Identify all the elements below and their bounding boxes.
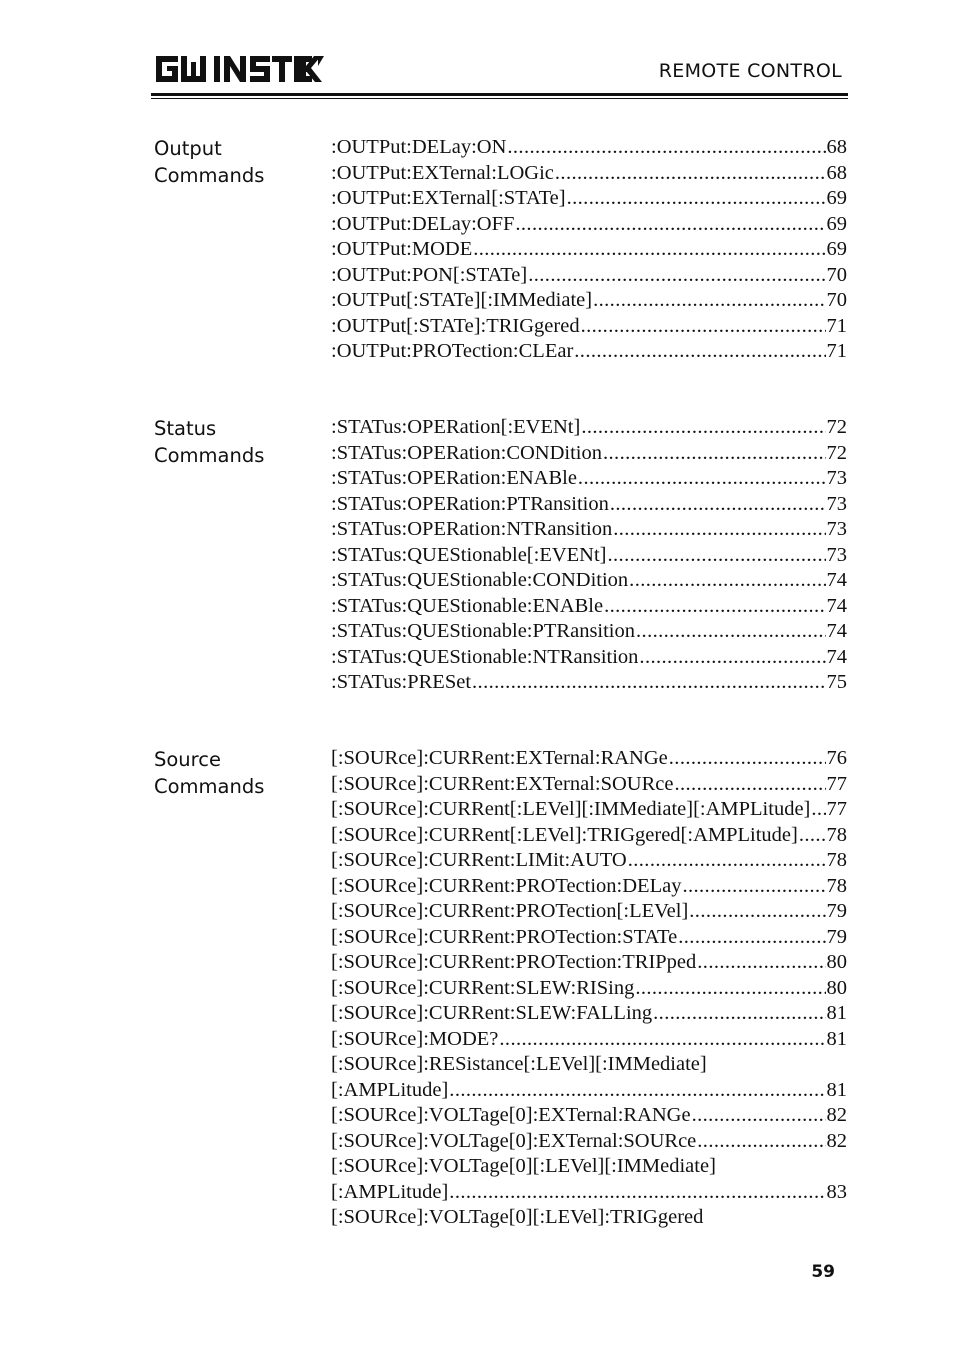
logo-k-glyph xyxy=(300,56,322,82)
toc-entry[interactable] xyxy=(331,772,847,798)
toc-entry-page: 78 xyxy=(826,874,847,897)
toc-dot-leader xyxy=(610,492,826,518)
toc-entry[interactable] xyxy=(331,797,847,823)
toc-entry-page: 76 xyxy=(826,747,847,769)
toc-entry[interactable] xyxy=(331,161,847,187)
toc-entry-command: :OUTPut:PROTection:CLEar xyxy=(331,340,574,362)
toc-dot-leader xyxy=(472,670,825,696)
toc-dot-leader xyxy=(515,212,825,238)
toc-entry-page: 72 xyxy=(826,416,847,438)
toc-entry-command: [:AMPLitude] xyxy=(331,1078,449,1101)
toc-dot-leader xyxy=(697,1129,825,1155)
toc-entry-page: 74 xyxy=(826,569,847,591)
toc-entry-command: :STATus:OPERation:NTRansition xyxy=(331,518,613,540)
toc-entry-page: 70 xyxy=(826,263,847,286)
toc-entry-command: :STATus:QUEStionable:PTRansition xyxy=(331,620,636,642)
toc-entry-command: :STATus:QUEStionable[:EVENt] xyxy=(331,543,607,566)
toc-dot-leader xyxy=(499,1027,825,1053)
toc-entry-page: 81 xyxy=(826,1002,847,1024)
toc-entry-page: 73 xyxy=(826,492,847,515)
toc-dot-leader xyxy=(674,772,825,798)
toc-dot-leader xyxy=(528,263,825,289)
toc-entry-command: :STATus:OPERation:PTRansition xyxy=(331,492,609,515)
toc-dot-leader xyxy=(689,899,825,925)
section-label: Output Commands xyxy=(154,137,265,187)
toc-entry[interactable] xyxy=(331,950,847,976)
toc-dot-leader xyxy=(603,441,826,467)
header-title: REMOTE CONTROL xyxy=(658,60,842,82)
header-rule-thin xyxy=(151,98,848,99)
toc-dot-leader xyxy=(608,543,826,569)
toc-dot-leader xyxy=(449,1180,825,1206)
toc-entry-command: :STATus:OPERation[:EVENt] xyxy=(331,416,581,438)
toc-entry-command: :STATus:PRESet xyxy=(331,671,472,693)
toc-list xyxy=(331,746,847,1231)
toc-entry[interactable] xyxy=(331,1129,847,1155)
toc-entry-page: 81 xyxy=(826,1078,847,1101)
toc-entry-command: :OUTPut:MODE xyxy=(331,238,473,260)
toc-dot-leader xyxy=(581,415,825,441)
toc-entry-command: [:SOURce]:CURRent[:LEVel][:IMMediate][:AMPLitude] xyxy=(331,798,811,820)
toc-entry-page: 69 xyxy=(826,187,847,209)
toc-entry-page: 77 xyxy=(826,798,847,820)
toc-entry[interactable] xyxy=(331,212,847,238)
toc-entry-command: [:SOURce]:VOLTage[0]:EXTernal:RANGe xyxy=(331,1104,691,1126)
toc-list xyxy=(331,415,847,696)
toc-entry-command: [:SOURce]:CURRent:EXTernal:RANGe xyxy=(331,747,668,769)
toc-entry-command: [:SOURce]:CURRent:LIMit:AUTO xyxy=(331,849,627,871)
toc-entry-page: 72 xyxy=(826,441,847,464)
toc-entry-page: 77 xyxy=(826,772,847,795)
toc-entry-page: 78 xyxy=(826,823,847,846)
toc-dot-leader xyxy=(574,339,825,365)
toc-entry[interactable] xyxy=(331,619,847,645)
toc-entry[interactable] xyxy=(331,1180,847,1206)
toc-entry-page: 69 xyxy=(826,212,847,235)
toc-entry-command: [:SOURce]:CURRent[:LEVel]:TRIGgered[:AMPLitude] xyxy=(331,823,798,846)
toc-dot-leader xyxy=(449,1078,825,1104)
toc-entry[interactable] xyxy=(331,848,847,874)
toc-dot-leader xyxy=(593,288,825,314)
toc-entry-page: 74 xyxy=(826,594,847,617)
toc-entry-page: 73 xyxy=(826,467,847,489)
toc-entry[interactable] xyxy=(331,466,847,492)
toc-entry[interactable] xyxy=(331,1103,847,1129)
toc-dot-leader xyxy=(682,874,825,900)
toc-entry-page: 71 xyxy=(826,340,847,362)
toc-entry[interactable] xyxy=(331,288,847,314)
toc-entry-page: 70 xyxy=(826,289,847,311)
toc-dot-leader xyxy=(567,186,826,212)
toc-dot-leader xyxy=(507,135,825,161)
header-rule xyxy=(151,93,848,96)
toc-dot-leader xyxy=(628,848,826,874)
toc-entry-command: [:SOURce]:CURRent:EXTernal:SOURce xyxy=(331,772,674,795)
toc-entry-command: :OUTPut[:STATe][:IMMediate] xyxy=(331,289,593,311)
toc-entry-command: [:SOURce]:CURRent:PROTection[:LEVel] xyxy=(331,900,689,922)
toc-entry[interactable] xyxy=(331,568,847,594)
toc-dot-leader xyxy=(578,466,826,492)
toc-entry-command: :OUTPut:EXTernal:LOGic xyxy=(331,161,554,184)
toc-entry-page: 82 xyxy=(826,1129,847,1152)
toc-entry[interactable] xyxy=(331,899,847,925)
toc-dot-leader xyxy=(692,1103,826,1129)
toc-entry-page: 74 xyxy=(826,645,847,668)
toc-entry-command: [:SOURce]:VOLTage[0][:LEVel][:IMMediate] xyxy=(331,1155,716,1177)
toc-entry-page: 69 xyxy=(826,238,847,260)
toc-entry[interactable] xyxy=(331,1027,847,1053)
section-label: Status Commands xyxy=(154,417,265,467)
toc-list xyxy=(331,135,847,365)
toc-entry-page: 79 xyxy=(826,900,847,922)
toc-dot-leader xyxy=(555,161,826,187)
toc-dot-leader xyxy=(613,517,825,543)
toc-entry-command: [:SOURce]:RESistance[:LEVel][:IMMediate] xyxy=(331,1053,707,1075)
toc-dot-leader xyxy=(653,1001,825,1027)
toc-entry[interactable] xyxy=(331,339,847,365)
toc-entry-command: :STATus:OPERation:ENABle xyxy=(331,467,577,489)
toc-entry-command: [:SOURce]:CURRent:SLEW:RISing xyxy=(331,976,635,999)
toc-dot-leader xyxy=(629,568,825,594)
toc-entry-page: 73 xyxy=(826,518,847,540)
toc-entry-page: 73 xyxy=(826,543,847,566)
toc-entry[interactable] xyxy=(331,314,847,340)
toc-entry-page: 80 xyxy=(826,976,847,999)
toc-dot-leader xyxy=(604,594,825,620)
toc-entry[interactable] xyxy=(331,237,847,263)
toc-dot-leader xyxy=(636,619,825,645)
toc-entry[interactable] xyxy=(331,874,847,900)
toc-entry-command: [:SOURce]:CURRent:PROTection:STATe xyxy=(331,925,678,948)
toc-entry[interactable] xyxy=(331,186,847,212)
toc-entry-page: 68 xyxy=(826,161,847,184)
toc-entry[interactable] xyxy=(331,135,847,161)
toc-entry[interactable] xyxy=(331,1052,847,1078)
toc-entry[interactable] xyxy=(331,823,847,849)
toc-entry-command: [:SOURce]:VOLTage[0][:LEVel]:TRIGgered xyxy=(331,1206,704,1228)
toc-entry-page: 83 xyxy=(826,1180,847,1203)
toc-entry[interactable] xyxy=(331,517,847,543)
toc-entry[interactable] xyxy=(331,441,847,467)
toc-entry-command: [:SOURce]:CURRent:SLEW:FALLing xyxy=(331,1002,653,1024)
toc-entry-command: [:SOURce]:CURRent:PROTection:DELay xyxy=(331,874,682,897)
toc-entry[interactable] xyxy=(331,492,847,518)
toc-entry-page: 81 xyxy=(826,1027,847,1050)
toc-entry-page: 79 xyxy=(826,925,847,948)
toc-entry[interactable] xyxy=(331,746,847,772)
toc-entry[interactable] xyxy=(331,670,847,696)
toc-entry[interactable] xyxy=(331,976,847,1002)
toc-entry-command: [:SOURce]:VOLTage[0]:EXTernal:SOURce xyxy=(331,1129,697,1152)
toc-entry[interactable] xyxy=(331,594,847,620)
toc-entry-page: 68 xyxy=(826,136,847,158)
toc-entry[interactable] xyxy=(331,1205,847,1231)
toc-entry-command: :OUTPut:DELay:OFF xyxy=(331,212,515,235)
toc-dot-leader xyxy=(639,645,825,671)
toc-entry[interactable] xyxy=(331,1001,847,1027)
toc-entry-command: :STATus:OPERation:CONDition xyxy=(331,441,602,464)
toc-entry[interactable] xyxy=(331,645,847,671)
toc-dot-leader xyxy=(473,237,825,263)
toc-entry-command: :OUTPut:DELay:ON xyxy=(331,136,507,158)
toc-dot-leader xyxy=(678,925,825,951)
toc-entry-page: 75 xyxy=(826,671,847,693)
toc-dot-leader xyxy=(799,823,826,849)
toc-entry[interactable] xyxy=(331,543,847,569)
toc-entry[interactable] xyxy=(331,925,847,951)
page-number: 59 xyxy=(811,1262,835,1282)
toc-entry[interactable] xyxy=(331,415,847,441)
toc-entry-page: 82 xyxy=(826,1104,847,1126)
toc-entry-page: 78 xyxy=(826,849,847,871)
toc-entry-command: [:AMPLitude] xyxy=(331,1180,449,1203)
toc-entry[interactable] xyxy=(331,1154,847,1180)
gw-instek-logo xyxy=(154,52,324,86)
toc-entry-page: 80 xyxy=(826,951,847,973)
toc-entry-command: [:SOURce]:MODE? xyxy=(331,1027,499,1050)
toc-entry-page: 74 xyxy=(826,620,847,642)
toc-dot-leader xyxy=(635,976,825,1002)
toc-entry-command: :STATus:QUEStionable:NTRansition xyxy=(331,645,639,668)
toc-entry-command: :OUTPut:PON[:STATe] xyxy=(331,263,528,286)
section-label: Source Commands xyxy=(154,748,265,798)
toc-entry-command: :OUTPut:EXTernal[:STATe] xyxy=(331,187,566,209)
toc-entry-command: [:SOURce]:CURRent:PROTection:TRIPped xyxy=(331,951,697,973)
toc-entry-page: 71 xyxy=(826,314,847,337)
toc-entry[interactable] xyxy=(331,1078,847,1104)
toc-dot-leader xyxy=(581,314,826,340)
toc-dot-leader xyxy=(669,746,826,772)
toc-entry[interactable] xyxy=(331,263,847,289)
toc-dot-leader xyxy=(697,950,825,976)
toc-entry-command: :OUTPut[:STATe]:TRIGgered xyxy=(331,314,580,337)
toc-dot-leader xyxy=(811,797,825,823)
toc-entry-command: :STATus:QUEStionable:CONDition xyxy=(331,569,629,591)
toc-entry-command: :STATus:QUEStionable:ENABle xyxy=(331,594,604,617)
